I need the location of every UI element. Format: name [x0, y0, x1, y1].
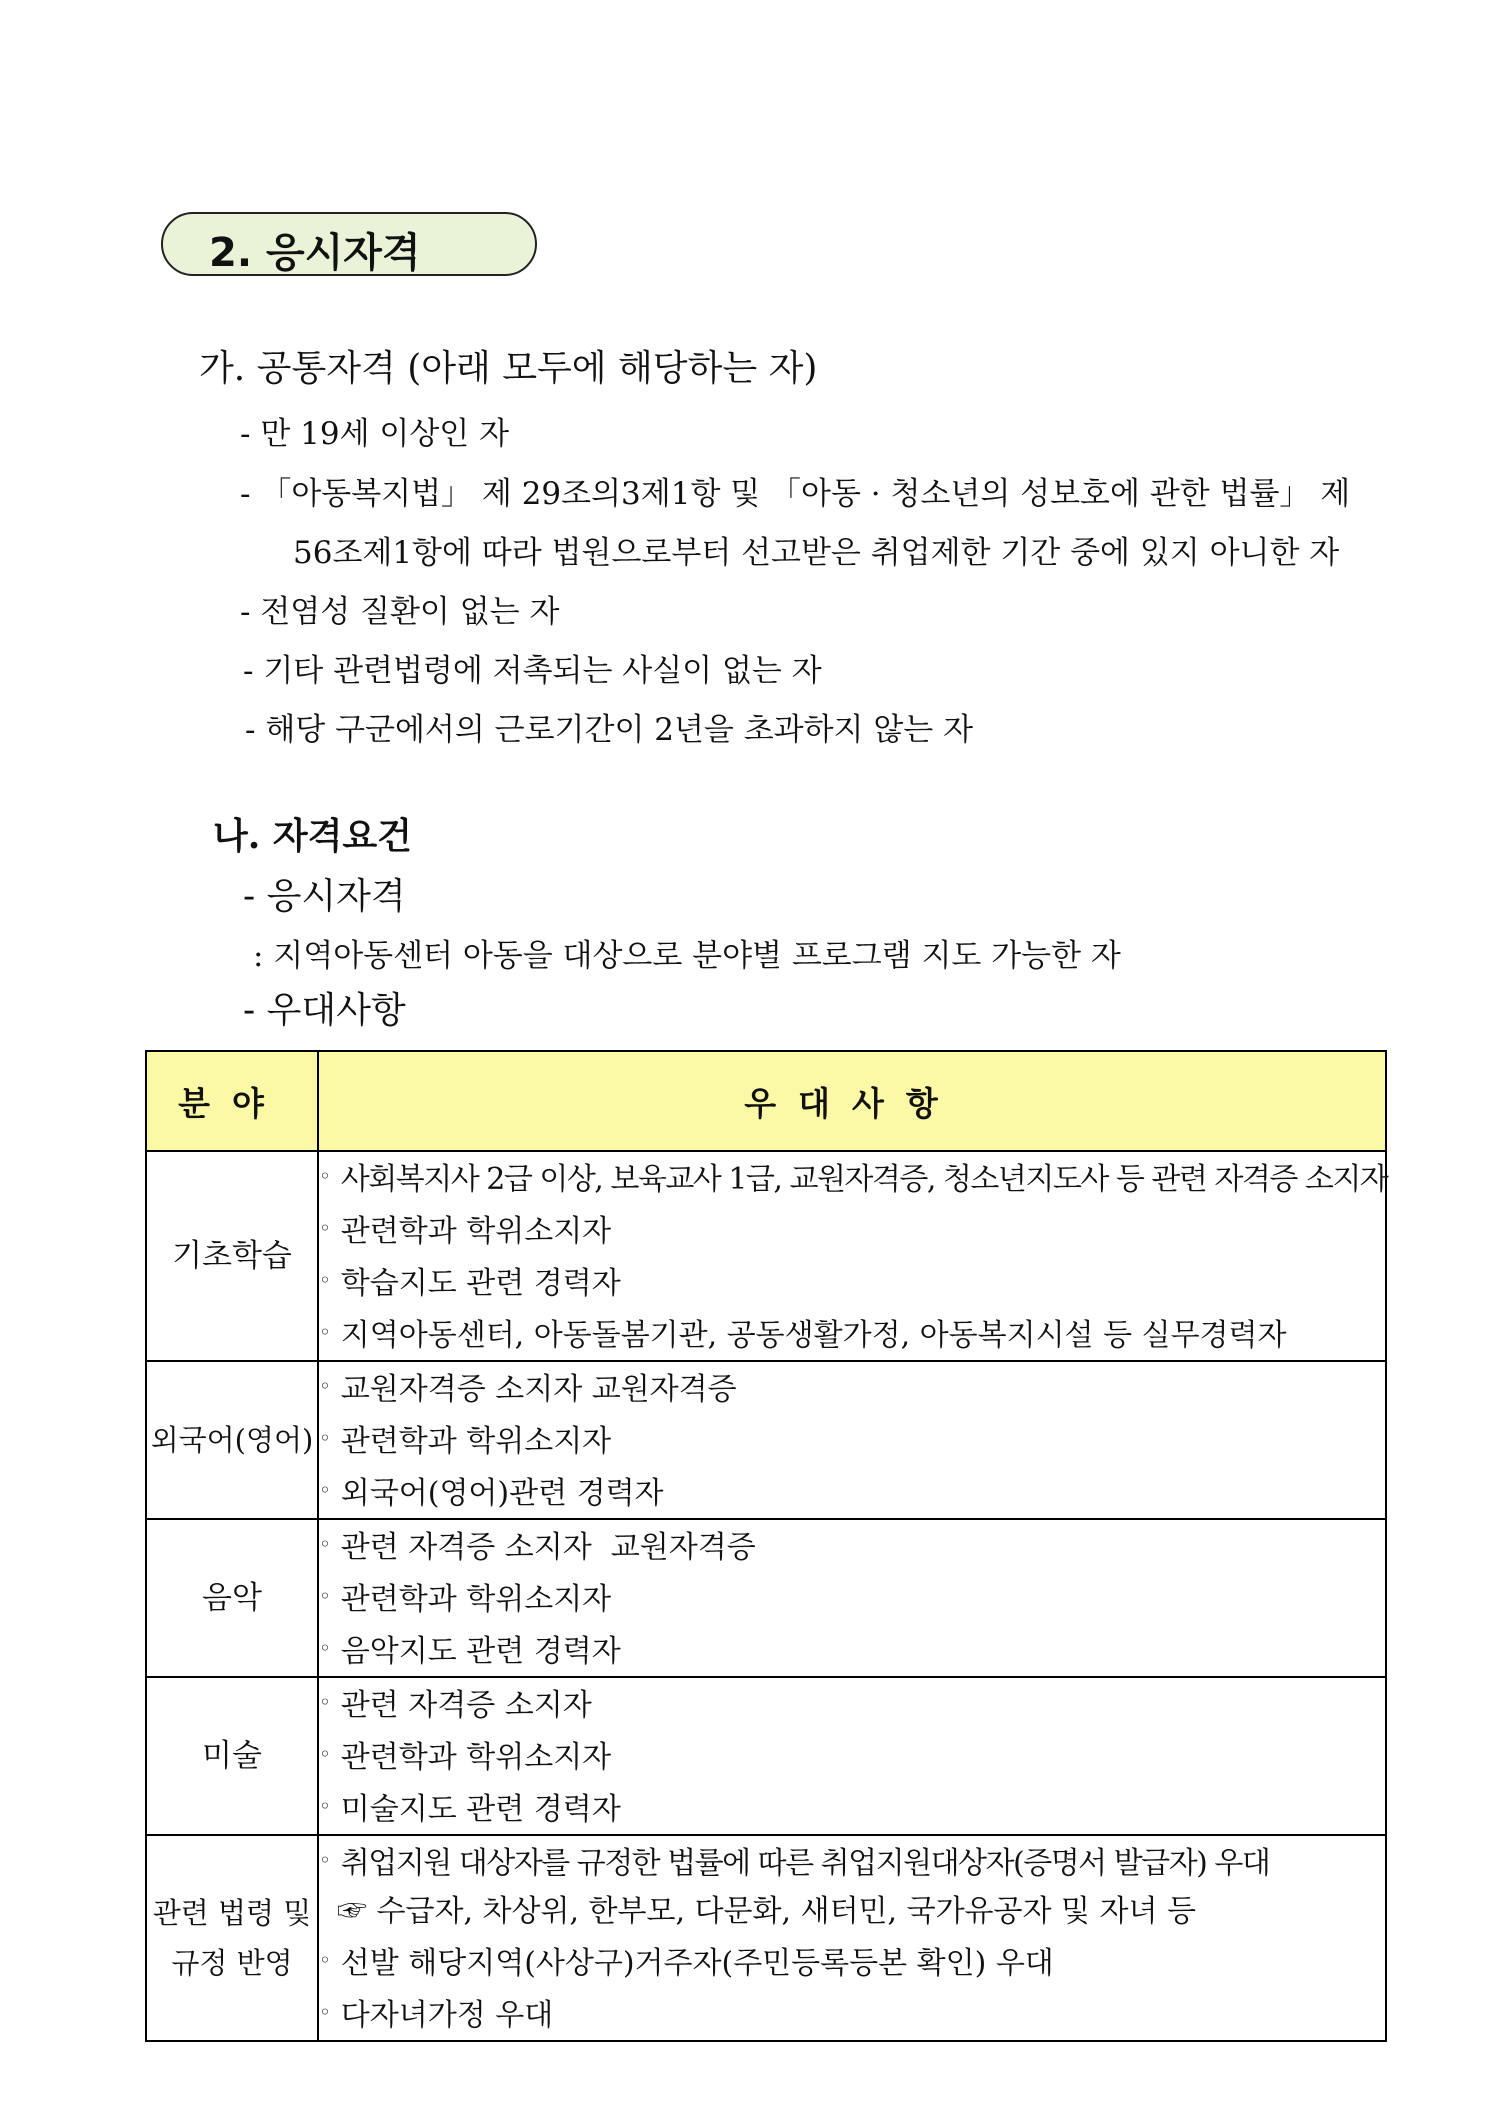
requirements-sub-preference: - 우대사항 [243, 990, 406, 1031]
section-title: 2. 응시자격 [209, 230, 421, 276]
list-item: ◦ 선발 해당지역(사상구)거주자(주민등록등본 확인) 우대 [319, 1946, 1054, 1981]
bullet-icon: ◦ [319, 1374, 331, 1398]
common-item-law-line2: 56조제1항에 따라 법원으로부터 선고받은 취업제한 기간 중에 있지 아니한 자 [293, 535, 1340, 571]
common-heading: 가. 공통자격 (아래 모두에 해당하는 자) [199, 348, 818, 389]
pointing-hand-note: ☞ 수급자, 차상위, 한부모, 다문화, 새터민, 국가유공자 및 자녀 등 [337, 1894, 1197, 1929]
bullet-icon: ◦ [319, 1690, 331, 1714]
table-row-law-regulation [146, 1835, 1386, 2041]
field-cell: 기초학습 [146, 1151, 318, 1361]
common-item-disease: - 전염성 질환이 없는 자 [240, 594, 560, 630]
requirements-sub-eligibility: - 응시자격 [243, 876, 406, 917]
common-item-work-period: - 해당 구군에서의 근로기간이 2년을 초과하지 않는 자 [245, 712, 974, 748]
bullet-icon: ◦ [319, 1948, 331, 1972]
list-item: ◦ 관련학과 학위소지자 [319, 1424, 612, 1459]
list-item: ◦ 음악지도 관련 경력자 [319, 1634, 621, 1669]
bullet-icon: ◦ [319, 1584, 331, 1608]
field-cell: 외국어(영어) [146, 1361, 318, 1519]
bullet-icon: ◦ [319, 1268, 331, 1292]
items-cell [318, 1151, 1386, 1361]
bullet-icon: ◦ [319, 2000, 331, 2024]
list-item: ◦ 취업지원 대상자를 규정한 법률에 따른 취업지원대상자(증명서 발급자) 우대 [319, 1846, 1270, 1881]
list-item: ◦ 지역아동센터, 아동돌봄기관, 공동생활가정, 아동복지시설 등 실무경력자 [319, 1318, 1287, 1353]
bullet-icon: ◦ [319, 1216, 331, 1240]
list-item: ◦ 미술지도 관련 경력자 [319, 1792, 621, 1827]
field-cell: 미술 [146, 1677, 318, 1835]
table-row-art [146, 1677, 1386, 1835]
list-item: ◦ 관련 자격증 소지자 교원자격증 [319, 1530, 756, 1565]
table-row-basic-learning [146, 1151, 1386, 1361]
bullet-icon: ◦ [319, 1742, 331, 1766]
table-row-music [146, 1519, 1386, 1677]
section-title-box [161, 212, 537, 276]
bullet-icon: ◦ [319, 1636, 331, 1660]
field-cell: 음악 [146, 1519, 318, 1677]
bullet-icon: ◦ [319, 1532, 331, 1556]
header-field: 분야 [146, 1051, 318, 1151]
list-item: ◦ 학습지도 관련 경력자 [319, 1266, 621, 1301]
items-cell [318, 1677, 1386, 1835]
table-header-row [146, 1051, 1386, 1151]
items-cell [318, 1519, 1386, 1677]
preference-table [145, 1050, 1387, 2042]
list-item: ◦ 외국어(영어)관련 경력자 [319, 1476, 664, 1511]
field-line: 규정 반영 [171, 1946, 293, 1980]
bullet-icon: ◦ [319, 1320, 331, 1344]
common-item-law-line1: - 「아동복지법」 제 29조의3제1항 및 「아동 · 청소년의 성보호에 관한 법률」 제 [240, 476, 1351, 512]
list-item: ◦ 관련학과 학위소지자 [319, 1740, 612, 1775]
requirements-eligibility-desc: : 지역아동센터 아동을 대상으로 분야별 프로그램 지도 가능한 자 [253, 938, 1121, 974]
list-item: ◦ 관련학과 학위소지자 [319, 1214, 612, 1249]
bullet-icon: ◦ [319, 1794, 331, 1818]
list-item: ◦ 사회복지사 2급 이상, 보육교사 1급, 교원자격증, 청소년지도사 등 관련 자격증 소지자 [319, 1162, 1388, 1197]
list-item: ◦ 교원자격증 소지자 교원자격증 [319, 1372, 737, 1407]
items-cell [318, 1361, 1386, 1519]
list-item: ◦ 관련 자격증 소지자 [319, 1688, 592, 1723]
bullet-icon: ◦ [319, 1164, 331, 1188]
table-row-foreign-language [146, 1361, 1386, 1519]
requirements-heading: 나. 자격요건 [213, 815, 412, 857]
common-item-regulation: - 기타 관련법령에 저촉되는 사실이 없는 자 [243, 653, 822, 689]
field-cell [146, 1835, 318, 2041]
bullet-icon: ◦ [319, 1426, 331, 1450]
bullet-icon: ◦ [319, 1478, 331, 1502]
common-item-age: - 만 19세 이상인 자 [240, 416, 510, 452]
list-item: ◦ 관련학과 학위소지자 [319, 1582, 612, 1617]
items-cell [318, 1835, 1386, 2041]
list-item: ◦ 다자녀가정 우대 [319, 1998, 554, 2033]
list-item [319, 1888, 1385, 1936]
bullet-icon: ◦ [319, 1848, 331, 1872]
field-line: 관련 법령 및 [152, 1896, 312, 1930]
header-preference: 우대사항 [318, 1051, 1386, 1151]
